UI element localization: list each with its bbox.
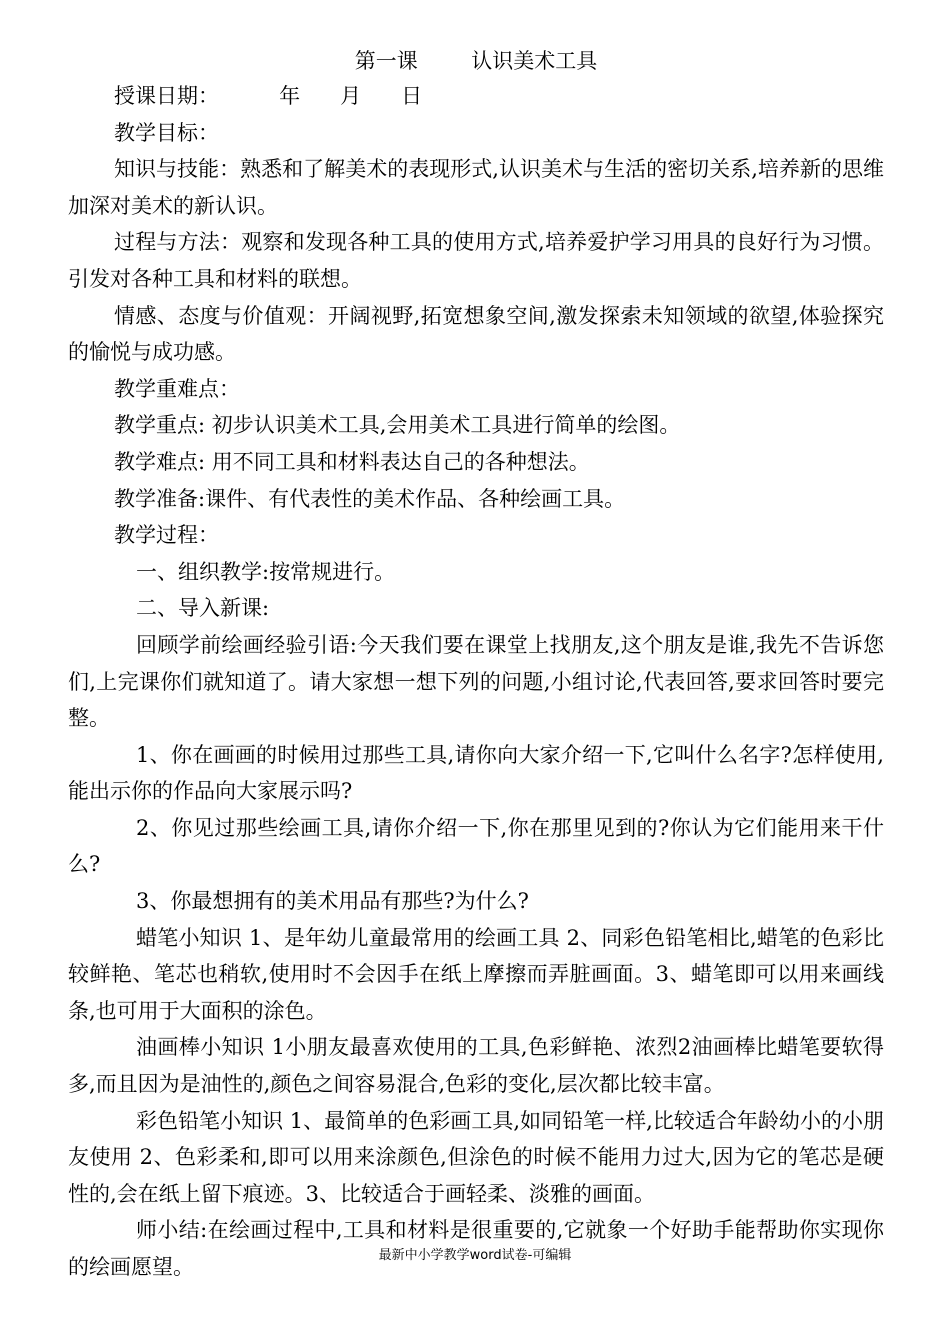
colored-pencil-tips-paragraph: 彩色铅笔小知识 1、最简单的色彩画工具,如同铅笔一样,比较适合年龄幼小的小朋友使用 2、色彩柔和,即可以用来涂颜色,但涂色的时候不能用力过大,因为它的笔芯是硬性的,会在纸上留下痕迹。3、比较适合于画轻柔、淡雅的画面。 bbox=[68, 1108, 884, 1206]
page-title: 第一课 认识美术工具 bbox=[354, 49, 598, 73]
emotion-values-paragraph: 情感、态度与价值观：开阔视野,拓宽想象空间,激发探索未知领域的欲望,体验探究的愉悦与成功感。 bbox=[68, 303, 884, 365]
date-line: 授课日期： 年 月 日 bbox=[114, 84, 423, 108]
question-1-paragraph: 1、你在画画的时候用过那些工具,请你向大家介绍一下,它叫什么名字?怎样使用,能出示你的作品向大家展示吗? bbox=[68, 742, 884, 804]
key-point-paragraph: 教学重点: 初步认识美术工具,会用美术工具进行简单的绘图。 bbox=[114, 413, 681, 438]
process-heading: 教学过程： bbox=[114, 523, 219, 548]
goals-heading: 教学目标： bbox=[114, 120, 219, 145]
step-1-paragraph: 一、组织教学:按常规进行。 bbox=[136, 559, 396, 584]
oil-pastel-tips-paragraph: 油画棒小知识 1小朋友最喜欢使用的工具,色彩鲜艳、浓烈2油画棒比蜡笔要软得多,而且因为是油性的,颜色之间容易混合,色彩的变化,层次都比较丰富。 bbox=[68, 1035, 884, 1097]
process-method-paragraph: 过程与方法：观察和发现各种工具的使用方式,培养爱护学习用具的良好行为习惯。引发对各种工具和材料的联想。 bbox=[68, 230, 884, 291]
page-footer: 最新中小学教学word试卷-可编辑 bbox=[378, 1248, 572, 1263]
teacher-summary-paragraph: 师小结:在绘画过程中,工具和材料是很重要的,它就象一个好助手能帮助你实现你的绘画愿望。 bbox=[68, 1218, 884, 1279]
document-page bbox=[68, 44, 884, 1286]
knowledge-skill-paragraph: 知识与技能：熟悉和了解美术的表现形式,认识美术与生活的密切关系,培养新的思维加深对美术的新认识。 bbox=[68, 157, 884, 218]
key-difficult-heading: 教学重难点： bbox=[114, 376, 240, 401]
difficult-point-paragraph: 教学难点: 用不同工具和材料表达自己的各种想法。 bbox=[114, 449, 590, 474]
question-3-paragraph: 3、你最想拥有的美术用品有那些?为什么? bbox=[136, 889, 529, 914]
review-paragraph: 回顾学前绘画经验引语:今天我们要在课堂上找朋友,这个朋友是谁,我先不告诉您们,上完课你们就知道了。请大家想一想下列的问题,小组讨论,代表回答,要求回答时要完整。 bbox=[68, 632, 884, 731]
step-2-paragraph: 二、导入新课: bbox=[136, 596, 270, 621]
crayon-tips-paragraph: 蜡笔小知识 1、是年幼儿童最常用的绘画工具 2、同彩色铅笔相比,蜡笔的色彩比较鲜艳、笔芯也稍软,使用时不会因手在纸上摩擦而弄脏画面。3、蜡笔即可以用来画线条,也可用于大面积的涂色。 bbox=[68, 925, 884, 1023]
question-2-paragraph: 2、你见过那些绘画工具,请你介绍一下,你在那里见到的?你认为它们能用来干什么? bbox=[68, 815, 884, 877]
preparation-paragraph: 教学准备:课件、有代表性的美术作品、各种绘画工具。 bbox=[114, 486, 626, 511]
